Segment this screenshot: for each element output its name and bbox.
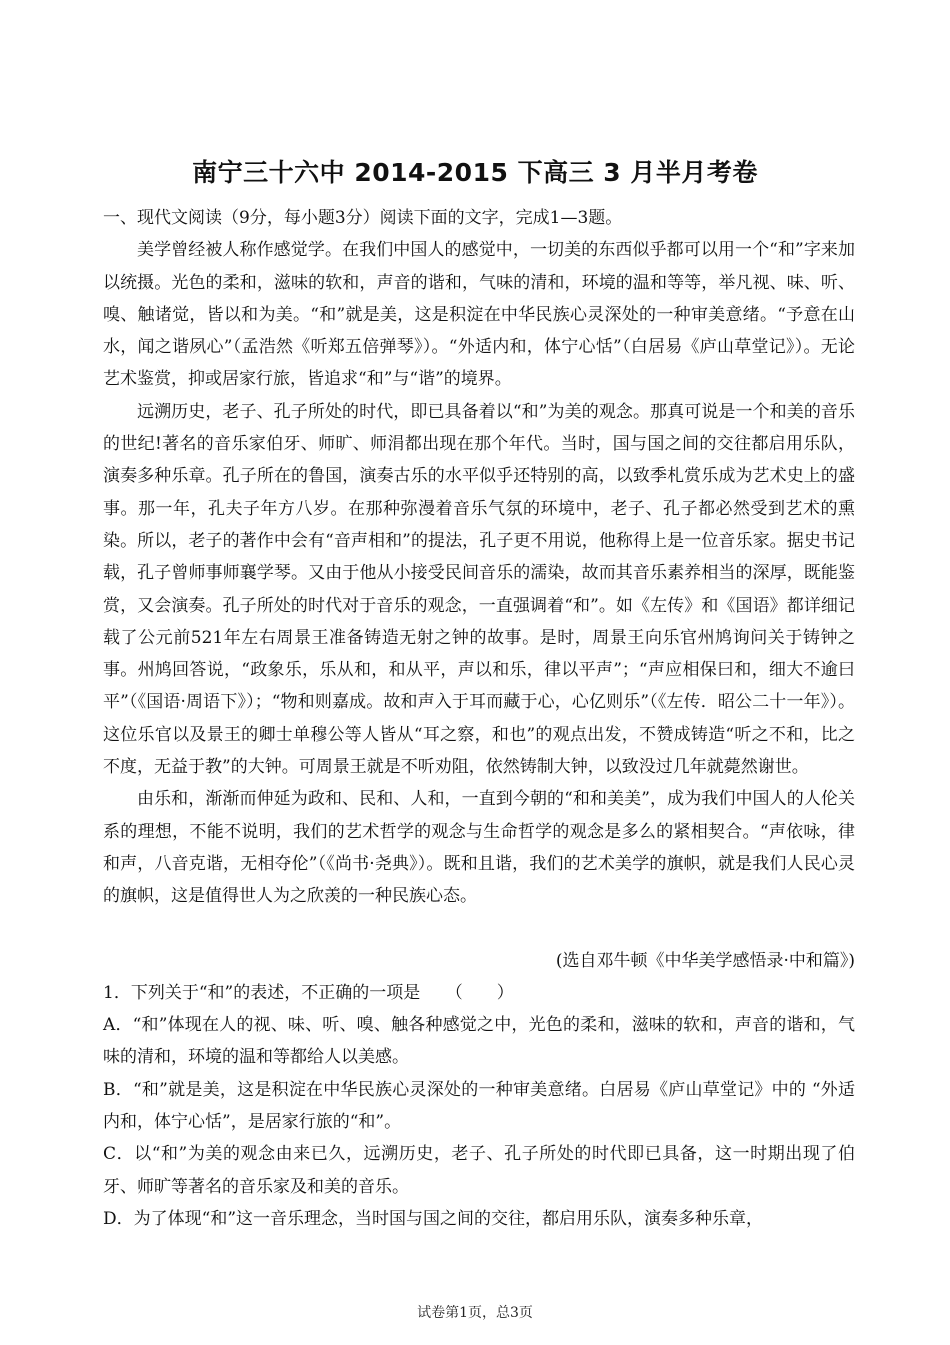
blank-line	[103, 913, 855, 945]
section-heading: 一、现代文阅读（9分，每小题3分）阅读下面的文字，完成1—3题。	[103, 208, 623, 228]
page-title: 南宁三十六中 2014-2015 下高三 3 月半月考卷	[192, 158, 758, 187]
question-option-b: B．“和”就是美，这是积淀在中华民族心灵深处的一种审美意绪。白居易《庐山草堂记》中的 “外适内和，体宁心恬”，是居家行旅的“和”。	[103, 1079, 855, 1133]
exam-content	[103, 202, 855, 1235]
question-option-a: A．“和”体现在人的视、味、听、嗅、触各种感觉之中，光色的柔和，滋味的软和，声音的谐和，气味的清和，环境的温和等都给人以美感。	[103, 1015, 855, 1068]
passage-source: (选自邓牛顿《中华美学感悟录·中和篇》)	[555, 950, 855, 971]
question-option-c: C．以“和”为美的观念由来已久，远溯历史，老子、孔子所处的时代即已具备，这一时期出现了伯牙、师旷等著名的音乐家及和美的音乐。	[103, 1144, 855, 1197]
passage-paragraph-1: 美学曾经被人称作感觉学。在我们中国人的感觉中，一切美的东西似乎都可以用一个“和”字来加以统摄。光色的柔和，滋味的软和，声音的谐和，气味的清和，环境的温和等等，举凡视、味、听、嗅、触诸觉，皆以和为美。“和”就是美，这是积淀在中华民族心灵深处的一种审美意绪。“予意在山水，闻之谐夙心”（孟浩然《听郑五倍弹琴》）。“外适内和，体宁心恬”（白居易《庐山草堂记》）。无论艺术鉴赏，抑或居家行旅，皆追求“和”与“谐”的境界。	[103, 240, 855, 390]
passage-paragraph-2: 远溯历史，老子、孔子所处的时代，即已具备着以“和”为美的观念。那真可说是一个和美的音乐的世纪!著名的音乐家伯牙、师旷、师涓都出现在那个年代。当时，国与国之间的交往都启用乐队，演奏多种乐章。孔子所在的鲁国，演奏古乐的水平似乎还特别的高，以致季札赏乐成为艺术史上的盛事。那一年，孔夫子年方八岁。在那种弥漫着音乐气氛的环境中，老子、孔子都必然受到艺术的熏染。所以，老子的著作中会有“音声相和”的提法，孔子更不用说，他称得上是一位音乐家。据史书记载，孔子曾师事师襄学琴。又由于他从小接受民间音乐的濡染，故而其音乐素养相当的深厚，既能鉴赏，又会演奏。孔子所处的时代对于音乐的观念，一直强调着“和”。如《左传》和《国语》都详细记载了公元前521年左右周景王准备铸造无射之钟的故事。是时，周景王向乐官州鸠询问关于铸钟之事。州鸠回答说，“政象乐，乐从和，和从平，声以和乐，律以平声”；“声应相保曰和，细大不逾曰平”（《国语·周语下》）；“物和则嘉成。故和声入于耳而藏于心，心亿则乐”（《左传．昭公二十一年》）。这位乐官以及景王的卿士单穆公等人皆从“耳之察，和也”的观点出发，不赞成铸造“听之不和，比之不度，无益于教”的大钟。可周景王就是不听劝阻，依然铸制大钟，以致没过几年就薨然谢世。	[103, 401, 855, 778]
passage-paragraph-3: 由乐和，渐渐而伸延为政和、民和、人和，一直到今朝的“和和美美”，成为我们中国人的人伦关系的理想，不能不说明，我们的艺术哲学的观念与生命哲学的观念是多么的紧相契合。“声依咏，律和声，八音克谐，无相夺伦”（《尚书·尧典》）。既和且谐，我们的艺术美学的旗帜，就是我们人民心灵的旗帜，这是值得世人为之欣羡的一种民族心态。	[103, 789, 855, 907]
question-option-d: D．为了体现“和”这一音乐理念，当时国与国之间的交往，都启用乐队，演奏多种乐章，	[103, 1208, 764, 1229]
page-footer: 试卷第1页，总3页	[417, 1305, 533, 1321]
question-stem: 1．下列关于“和”的表述，不正确的一项是 （ ）	[103, 982, 514, 1003]
